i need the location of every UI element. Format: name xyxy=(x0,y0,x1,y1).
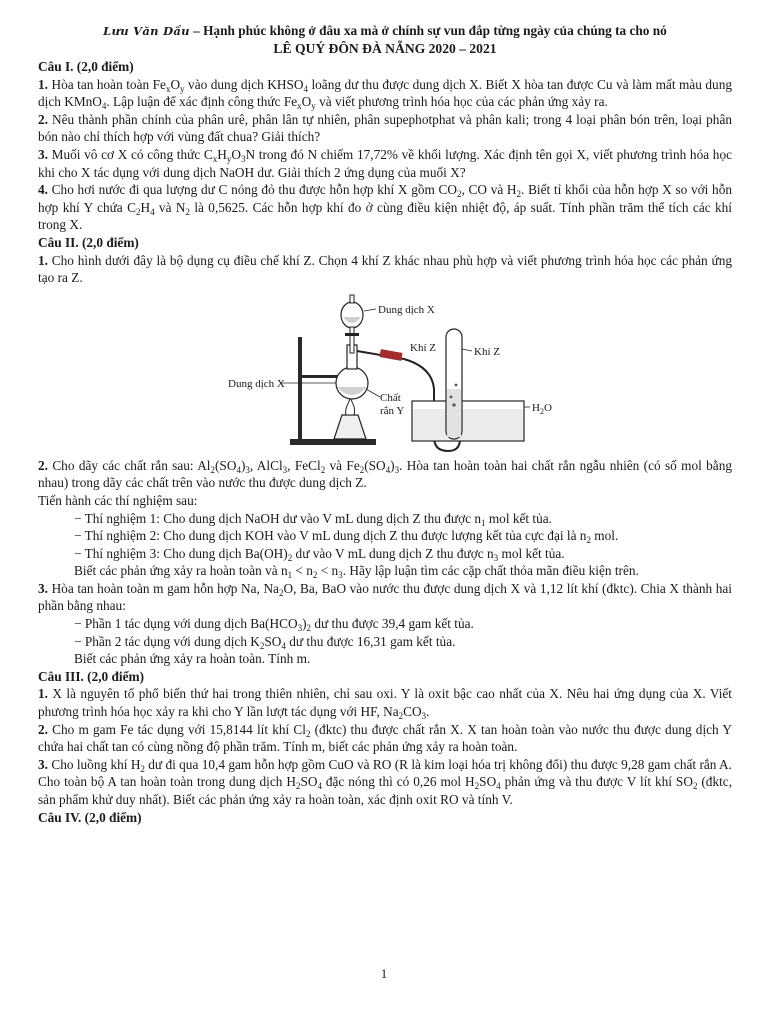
trough-water xyxy=(413,409,523,440)
q1-item-2: 2. Nêu thành phần chính của phân urê, phân lân tự nhiên, phân supephotphat và phân kali; trong 4 loại phân bón trên, loại phân bón nào chỉ thích hợp với vùng đất chua? Giải thích? xyxy=(38,111,732,145)
q1-item-1: 1. Hòa tan hoàn toàn $Fe_xO_y$ vào dung dịch $KHSO_4$ loãng dư thu được dung dịch X. Biết X hòa tan được Cu và làm mất màu dung dịch KMnO$_4$. Lập luận để xác định công thức $Fe_xO_y$ và viết phương trình hóa học của các phản ứng xảy ra. xyxy=(38,76,733,112)
flame-icon xyxy=(346,397,355,415)
label-gas-collected: Khí Z xyxy=(474,345,500,358)
part-2: − Phần 2 tác dụng với dung dịch $K_2SO_4$ dư thu được 16,31 gam kết tủa. xyxy=(74,633,456,651)
funnel-stem xyxy=(350,327,354,353)
q2-item-3-end: Biết các phản ứng xảy ra hoàn toàn. Tính m. xyxy=(74,651,311,667)
leader-line xyxy=(366,389,380,397)
page-header: Lưu Văn Dầu – Hạnh phúc không ở đâu xa mà ở chính sự vun đắp từng ngày của chúng ta cho nó xyxy=(103,23,667,38)
experiment-2: − Thí nghiệm 2: Cho dung dịch KOH vào V mL dung dịch Z thu được lượng kết tủa cực đại là $n_2$ mol. xyxy=(74,528,619,546)
q1-item-3: 3. Muối vô cơ X có công thức $C_xH_yO_3N$ trong đó N chiếm 17,72% về khối lượng. Xác định tên gọi X, viết phương trình hóa học khi cho X tác dụng với dung dịch NaOH dư. Giải thích 2 ứng dụng của muối X? xyxy=(38,146,732,180)
q3-item-2: 2. Cho m gam Fe tác dụng với 15,8144 lít khí $Cl_2$ (đktc) thu được chất rắn X. X tan hoàn toàn vào nước thu được dung dịch Y chứa hai chất tan có cùng nồng độ phần trăm. Tính m, biết các phản ứng xảy ra hoàn toàn. xyxy=(38,721,732,755)
funnel-stopcock xyxy=(345,333,359,336)
stand-rod xyxy=(298,337,302,441)
label-water: $H_2O$ xyxy=(532,401,552,416)
stand-base xyxy=(290,439,376,445)
label-funnel: Dung dịch X xyxy=(378,303,435,316)
q1-heading: Câu I. (2,0 điểm) xyxy=(38,59,134,74)
label-gas-tube: Khí Z xyxy=(410,341,436,354)
q3-item-3: 3. Cho luồng khí $H_2$ dư đi qua 10,4 gam hỗn hợp gồm CuO và RO (R là kim loại hóa trị không đổi) thu được 9,28 gam chất rắn A. Cho toàn bộ A tan hoàn toàn trong dung dịch $H_2SO_4$ đặc nóng thì có 0,26 mol $H_2SO_4$ phản ứng và thu được V lít khí $SO_2$ (đktc, sản phẩm khử duy nhất). Biết các phản ứng xảy ra hoàn toàn, xác định oxit RO và tính V. xyxy=(38,756,733,807)
q3-item-1: 1. X là nguyên tố phổ biến thứ hai trong thiên nhiên, chỉ sau oxi. Y là oxit bậc cao nhất của X. Nêu hai ứng dụng của X. Viết phương trình hóa học xảy ra khi cho Y lần lượt tác dụng với HF, $Na_2CO_3$. xyxy=(38,686,732,722)
apparatus-figure xyxy=(38,287,732,457)
leader-line xyxy=(364,309,376,311)
label-solid-line2: rắn Y xyxy=(380,404,405,417)
q2-item-2: 2. Cho dãy các chất rắn sau: $Al_2(SO_4)_3$, AlCl$_3$, FeCl$_2$ và $Fe_2(SO_4)_3$. Hòa tan hoàn toàn hai chất rắn ngẫu nhiên (có số mol bằng nhau) trong dãy các chất trên vào nước thu được dung dịch Z. xyxy=(38,457,732,491)
q3-heading: Câu III. (2,0 điểm) xyxy=(38,668,145,684)
q2-item-1: 1. Cho hình dưới đây là bộ dụng cụ điều chế khí Z. Chọn 4 khí Z khác nhau phù hợp và viết phương trình hóa học các phản ứng tạo ra Z. xyxy=(38,252,732,286)
label-solid-line1: Chất xyxy=(380,391,401,404)
page-number: 1 xyxy=(380,966,388,981)
experiment-1: − Thí nghiệm 1: Cho dung dịch NaOH dư vào V mL dung dịch Z thu được $n_1$ mol kết tủa. xyxy=(74,510,552,528)
label-flask: Dung dịch X xyxy=(228,377,285,390)
q2-heading: Câu II. (2,0 điểm) xyxy=(38,234,139,250)
gas-apparatus-diagram xyxy=(228,289,574,457)
bubble xyxy=(455,383,458,386)
dropping-funnel xyxy=(341,302,363,328)
q2-item-3: 3. Hòa tan hoàn toàn m gam hỗn hợp Na, $Na_2O$, Ba, BaO vào nước thu được dung dịch X và 1,12 lít khí (đktc). Chia X thành hai phần bằng nhau: xyxy=(38,580,732,614)
funnel-stopper xyxy=(350,295,354,303)
motto: Hạnh phúc không ở đâu xa mà ở chính sự vun đắp từng ngày của chúng ta cho nó xyxy=(203,23,667,38)
document-page xyxy=(38,22,732,826)
part-1: − Phần 1 tác dụng với dung dịch $Ba(HCO_3)_2$ dư thu được 39,4 gam kết tủa. xyxy=(74,616,474,634)
bubble xyxy=(450,395,453,398)
experiment-3: − Thí nghiệm 3: Cho dung dịch $Ba(OH)_2$ dư vào V mL dung dịch Z thu được $n_3$ mol kết tủa. xyxy=(74,545,565,563)
collected-water xyxy=(447,389,461,437)
q4-heading: Câu IV. (2,0 điểm) xyxy=(38,809,142,825)
q1-item-4: 4. Cho hơi nước đi qua lượng dư C nóng đỏ thu được hỗn hợp khí X gồm $CO_2$, CO và $H_2$. Biết tỉ khối của hỗn hợp X so với hỗn hợp khí Y chứa $C_2H_4$ và $N_2$ là 0,5625. Các hỗn hợp khí đo ở cùng điều kiện nhiệt độ, áp suất. Tính phần trăm thể tích các khí trong X. xyxy=(38,182,732,233)
exam-title: LÊ QUÝ ĐÔN ĐÀ NẴNG 2020 – 2021 xyxy=(273,41,497,56)
leader-line xyxy=(462,349,472,351)
signature: Lưu Văn Dầu xyxy=(103,24,190,38)
q2-item-2-intro: Tiến hành các thí nghiệm sau: xyxy=(38,492,198,508)
burner xyxy=(334,415,366,439)
rubber-connector xyxy=(379,349,402,361)
bubble xyxy=(452,403,455,406)
q2-item-2-end: Biết các phản ứng xảy ra hoàn toàn và $n_1 < n_2 < n_3$. Hãy lập luận tìm các cặp chất thỏa mãn điều kiện trên. xyxy=(74,563,639,581)
